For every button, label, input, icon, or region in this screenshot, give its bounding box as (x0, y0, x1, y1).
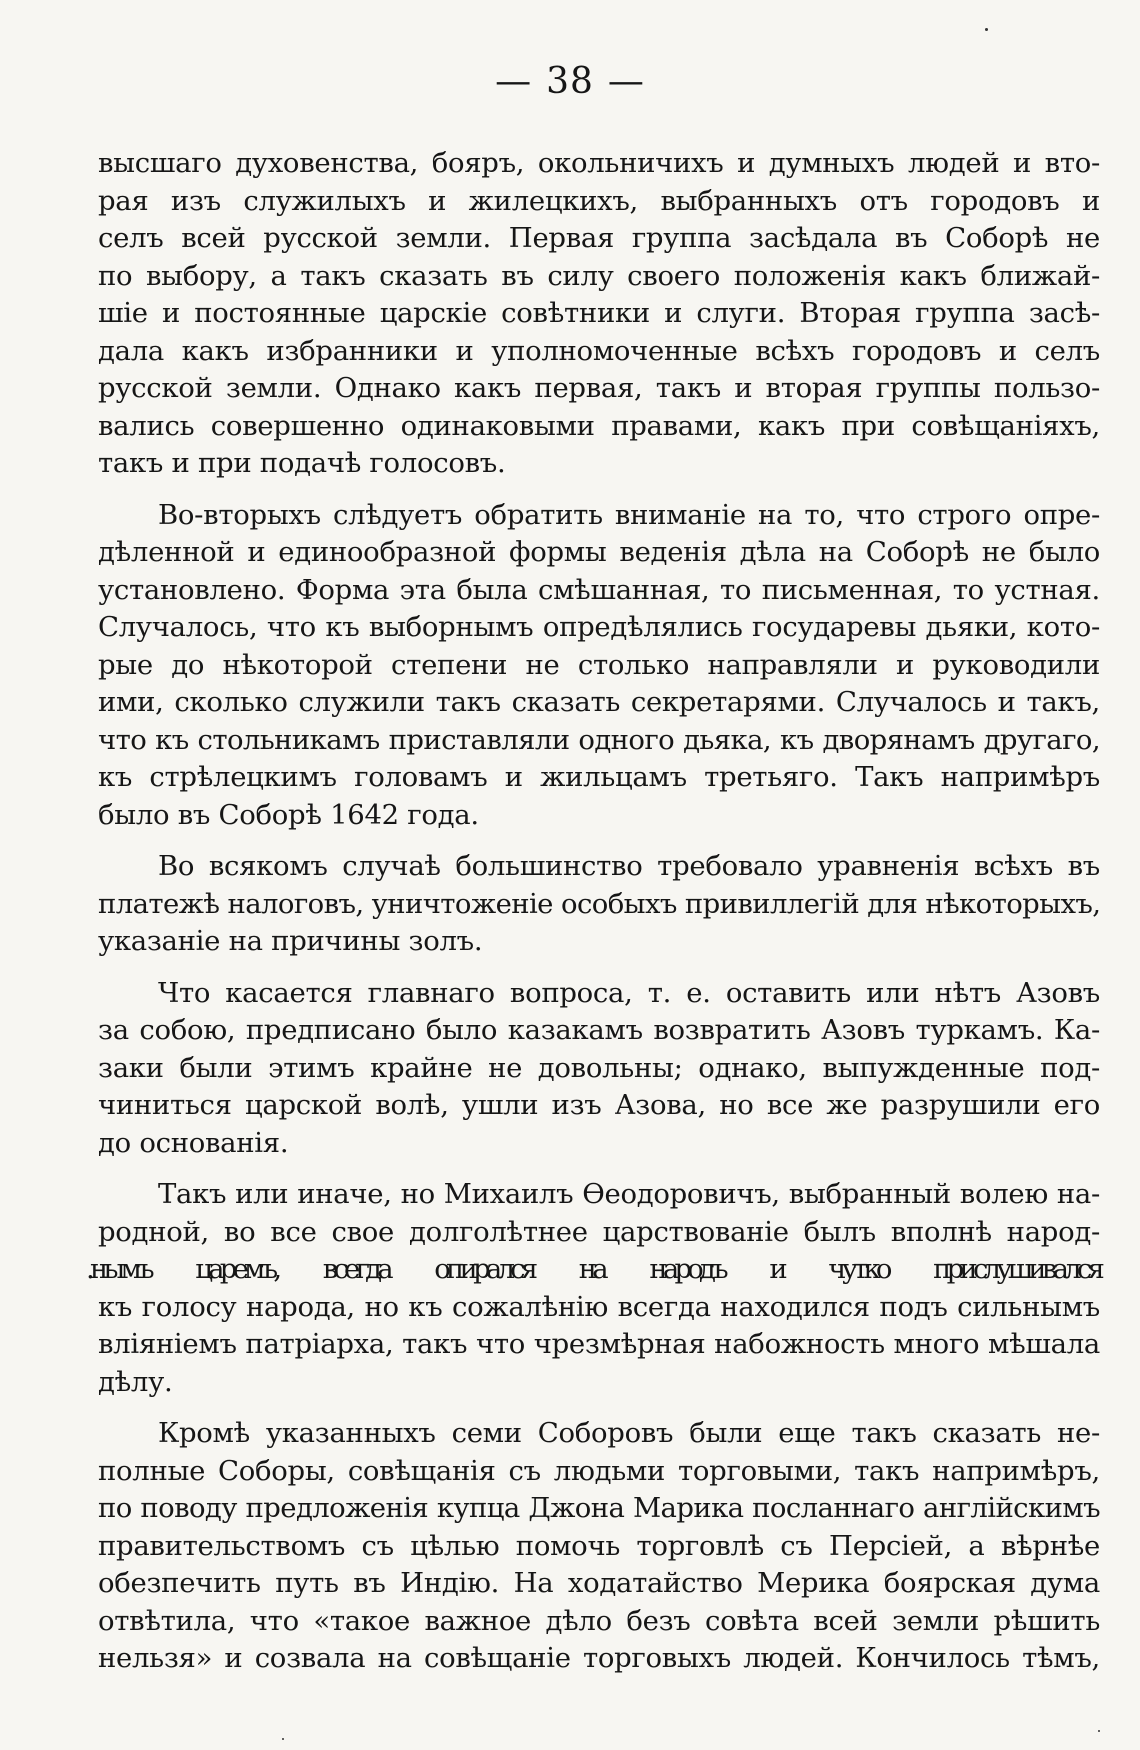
text-line: по поводу предложенія купца Джона Марика посланнаго англійскимъ (98, 1492, 1100, 1524)
text-line: къ голосу народа, но къ сожалѣнію всегда находился подъ сильнымъ (98, 1290, 1100, 1323)
paragraph (98, 1415, 1100, 1678)
text-line: рые до нѣкоторой степени не столько направляли и руководили (98, 648, 1100, 681)
text-line: до основанія. (98, 1126, 289, 1159)
dash-left: — (495, 61, 533, 102)
text-line: по выбору, а такъ сказать въ силу своего положенія какъ ближай- (98, 259, 1100, 292)
text-line: высшаго духовенства, бояръ, окольничихъ и думныхъ людей и вто- (98, 147, 1100, 179)
paragraph (98, 848, 1100, 961)
text-line: вались совершенно одинаковыми правами, какъ при совѣщаніяхъ, (98, 409, 1100, 442)
text-line: правительствомъ съ цѣлью помочь торговлѣ съ Персіей, а вѣрнѣе (98, 1529, 1100, 1562)
text-line: рая изъ служилыхъ и жилецкихъ, выбранныхъ отъ городовъ и (98, 184, 1100, 217)
page-text (86, 145, 1101, 1692)
text-line: .нымъ царемъ, всегда опирался на народъ и чутко прислушивался (86, 1253, 1100, 1285)
scan-speck (1098, 1730, 1100, 1732)
scan-speck (282, 1738, 284, 1740)
text-line: дала какъ избранники и уполномоченные всѣхъ городовъ и селъ (98, 334, 1100, 367)
text-line: отвѣтила, что «такое важное дѣло безъ совѣта всей земли рѣшить (98, 1604, 1100, 1637)
paragraph (98, 497, 1100, 835)
text-line: шіе и постоянные царскіе совѣтники и слуги. Вторая группа засѣ- (98, 297, 1100, 329)
text-line: Во-вторыхъ слѣдуетъ обратить вниманіе на то, что строго опре- (158, 498, 1100, 531)
scan-speck (985, 28, 988, 31)
paragraph (98, 975, 1100, 1163)
text-line: Что касается главнаго вопроса, т. е. оставить или нѣтъ Азовъ (158, 976, 1100, 1009)
paragraph (98, 145, 1100, 483)
text-line: дѣлу. (98, 1365, 173, 1398)
text-line: было въ Соборѣ 1642 года. (98, 798, 479, 831)
text-line: ими, сколько служили такъ сказать секретарями. Случалось и такъ, (98, 686, 1100, 718)
text-line: платежѣ налоговъ, уничтоженіе особыхъ привиллегій для нѣкоторыхъ, (98, 887, 1101, 920)
text-line: за собою, предписано было казакамъ возвратить Азовъ туркамъ. Ка- (98, 1014, 1100, 1046)
text-line: вліяніемъ патріарха, такъ что чрезмѣрная набожность много мѣшала (98, 1328, 1100, 1360)
text-line: указаніе на причины золъ. (98, 925, 483, 957)
text-line: къ стрѣлецкимъ головамъ и жильцамъ третьяго. Такъ напримѣръ (98, 761, 1100, 793)
text-line: русской земли. Однако какъ первая, такъ и вторая группы пользо- (98, 372, 1100, 404)
text-line: установлено. Форма эта была смѣшанная, то письменная, то устная. (98, 573, 1100, 606)
paragraph (86, 1176, 1100, 1401)
text-line: полные Соборы, совѣщанія съ людьми торговыми, такъ напримѣръ, (98, 1454, 1100, 1487)
text-line: обезпечить путь въ Индію. На ходатайство Мерика боярская дума (98, 1567, 1100, 1599)
text-line: Случалось, что къ выборнымъ опредѣлялись государевы дьяки, кото- (98, 611, 1100, 643)
dash-right: — (607, 61, 645, 102)
text-line: дѣленной и единообразной формы веденія дѣла на Соборѣ не было (98, 536, 1100, 568)
text-line: что къ стольникамъ приставляли одного дьяка, къ дворянамъ другаго, (98, 723, 1100, 756)
text-line: нельзя» и созвала на совѣщаніе торговыхъ людей. Кончилось тѣмъ, (98, 1642, 1100, 1674)
text-line: чиниться царской волѣ, ушли изъ Азова, но все же разрушили его (98, 1089, 1100, 1121)
text-line: селъ всей русской земли. Первая группа засѣдала въ Соборѣ не (98, 222, 1100, 254)
text-line: Кромѣ указанныхъ семи Соборовъ были еще такъ сказать не- (158, 1417, 1100, 1449)
page-number: 38 (546, 61, 594, 102)
text-line: родной, во все свое долголѣтнее царствованіе былъ вполнѣ народ- (98, 1215, 1100, 1248)
page-number-header (0, 62, 1140, 102)
text-line: Во всякомъ случаѣ большинство требовало уравненія всѣхъ въ (158, 850, 1100, 882)
text-line: Такъ или иначе, но Михаилъ Ѳеодоровичъ, выбранный волею на- (158, 1178, 1100, 1210)
text-line: такъ и при подачѣ голосовъ. (98, 447, 506, 479)
text-line: заки были этимъ крайне не довольны; однако, выпужденные под- (98, 1051, 1100, 1084)
